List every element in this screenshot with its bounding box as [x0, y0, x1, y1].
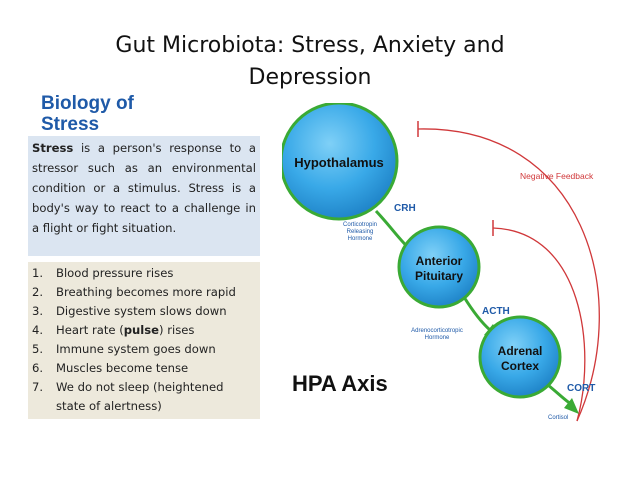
list-item: 2. Breathing becomes more rapid — [32, 285, 236, 299]
pulse-term: pulse — [123, 323, 160, 337]
stress-effects-list — [32, 264, 256, 416]
crh-name-line2: Releasing — [346, 229, 374, 235]
list-item: 7. We do not sleep (heightened state of alertness) — [32, 380, 224, 413]
hpa-axis-title: HPA Axis — [292, 371, 388, 396]
acth-label: ACTH — [482, 306, 510, 317]
acth-name-line1: Adrenocorticotropic — [411, 328, 463, 334]
stress-definition-text: is a person's response to a stressor such as an environmental condition or a stimulus. Stress is a body's way to react to a challenge in a flight or fight situation. — [32, 141, 256, 235]
list-item: 1. Blood pressure rises — [32, 266, 174, 280]
section-subtitle: Biology of Stress — [41, 93, 134, 135]
stress-definition-box — [28, 136, 260, 256]
slide-title-line2: Depression — [248, 65, 372, 90]
cort-label: CORT — [567, 383, 596, 394]
list-item: 4. Heart rate (pulse) rises — [32, 323, 195, 337]
slide-title — [40, 30, 580, 94]
slide-title-line1: Gut Microbiota: Stress, Anxiety and — [115, 33, 505, 58]
negative-feedback-label: Negative Feedback — [520, 171, 594, 181]
list-item: 3. Digestive system slows down — [32, 304, 227, 318]
hpa-axis-diagram — [282, 103, 628, 428]
list-item: 6. Muscles become tense — [32, 361, 189, 375]
anterior-pituitary-label-line1: Anterior — [415, 254, 463, 268]
hypothalamus-label: Hypothalamus — [294, 155, 384, 170]
adrenal-cortex-label-line1: Adrenal — [497, 344, 543, 358]
stress-effects-box — [28, 262, 260, 419]
anterior-pituitary-label-line2: Pituitary — [414, 269, 464, 283]
adrenal-cortex-label-line2: Cortex — [500, 359, 540, 373]
crh-name-line1: Corticotropin — [342, 222, 378, 228]
cortisol-name: Cortisol — [548, 415, 569, 421]
list-item: 5. Immune system goes down — [32, 342, 216, 356]
crh-label: CRH — [394, 203, 416, 214]
acth-name-line2: Hormone — [424, 335, 450, 341]
stress-term: Stress — [32, 141, 74, 155]
crh-name-line3: Hormone — [347, 236, 373, 242]
